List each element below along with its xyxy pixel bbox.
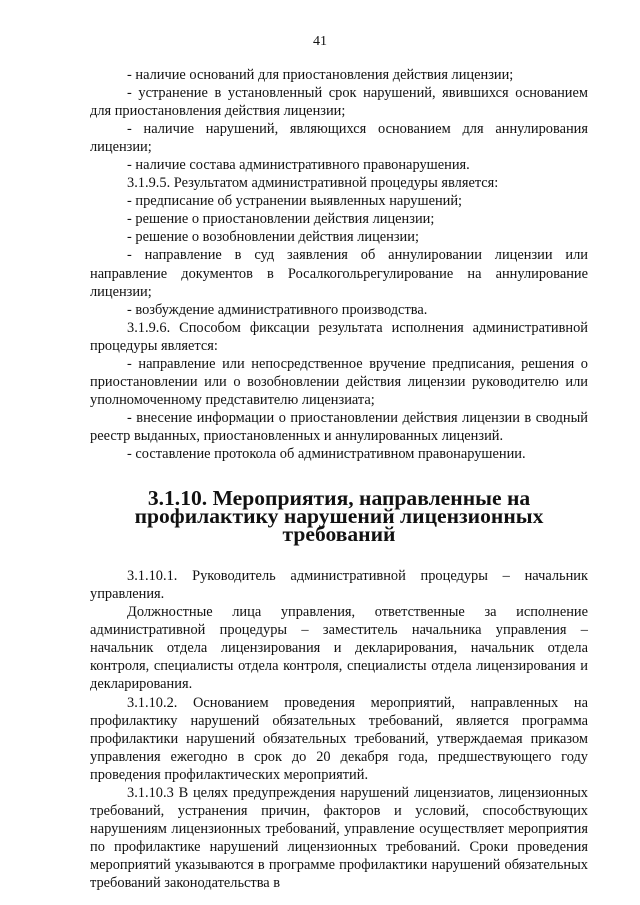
paragraph: - возбуждение административного производства. [127,301,428,318]
paragraph: - решение о возобновлении действия лицензии; [127,229,419,246]
paragraph: - составление протокола об административном правонарушении. [127,445,526,462]
paragraph: 3.1.10.1. Руководитель административной процедуры – начальник управления. [90,568,588,603]
paragraph: - решение о приостановлении действия лицензии; [127,211,435,228]
paragraph: - предписание об устранении выявленных нарушений; [127,193,463,210]
section-heading: 3.1.10. Мероприятия, направленные на профилактику нарушений лицензионных требований [134,486,544,547]
document-body [90,66,588,892]
paragraph: 3.1.10.3 В целях предупреждения нарушений лицензиатов, лицензионных требований, устранения причин, факторов и условий, способствующих нарушениям лицензионных требований, управление осуществляет мероприятия по профилактике нарушений лицензионных требований. Сроки проведения мероприятий указываются в программе профилактики нарушений обязательных требований законодательства в [90,784,588,891]
paragraph: - наличие оснований для приостановления действия лицензии; [127,67,514,83]
paragraph: 3.1.9.5. Результатом административной процедуры является: [127,175,499,192]
paragraph: - устранение в установленный срок нарушений, явившихся основанием для приостановления действия лицензии; [90,85,588,120]
paragraph: 3.1.9.6. Способом фиксации результата исполнения административной процедуры является: [90,319,588,354]
paragraph: - направление в суд заявления об аннулировании лицензии или направление документов в Росалкогольрегулирование на аннулирование лицензии; [90,247,588,300]
paragraph: 3.1.10.2. Основанием проведения мероприятий, направленных на профилактику нарушений обязательных требований, является программа профилактики нарушений обязательных требований, утверждаемая приказом управления ежегодно в срок до 20 декабря года, предшествующего году проведения профилактических мероприятий. [90,694,588,783]
paragraph: - наличие нарушений, являющихся основанием для аннулирования лицензии; [90,121,588,156]
paragraph: Должностные лица управления, ответственные за исполнение административной процедуры – заместитель начальника управления – начальник отдела лицензирования и декларирования, начальник отдела контроля, специалисты отдела контроля, специалисты отдела лицензирования и декларирования. [90,604,588,693]
page-number: 41 [313,34,327,49]
paragraph: - наличие состава административного правонарушения. [127,157,470,174]
paragraph: - направление или непосредственное вручение предписания, решения о приостановлении или о возобновлении действия лицензии руководителю или уполномоченному представителю лицензиата; [90,355,588,408]
paragraph: - внесение информации о приостановлении действия лицензии в сводный реестр выданных, приостановленных и аннулированных лицензий. [90,409,588,444]
